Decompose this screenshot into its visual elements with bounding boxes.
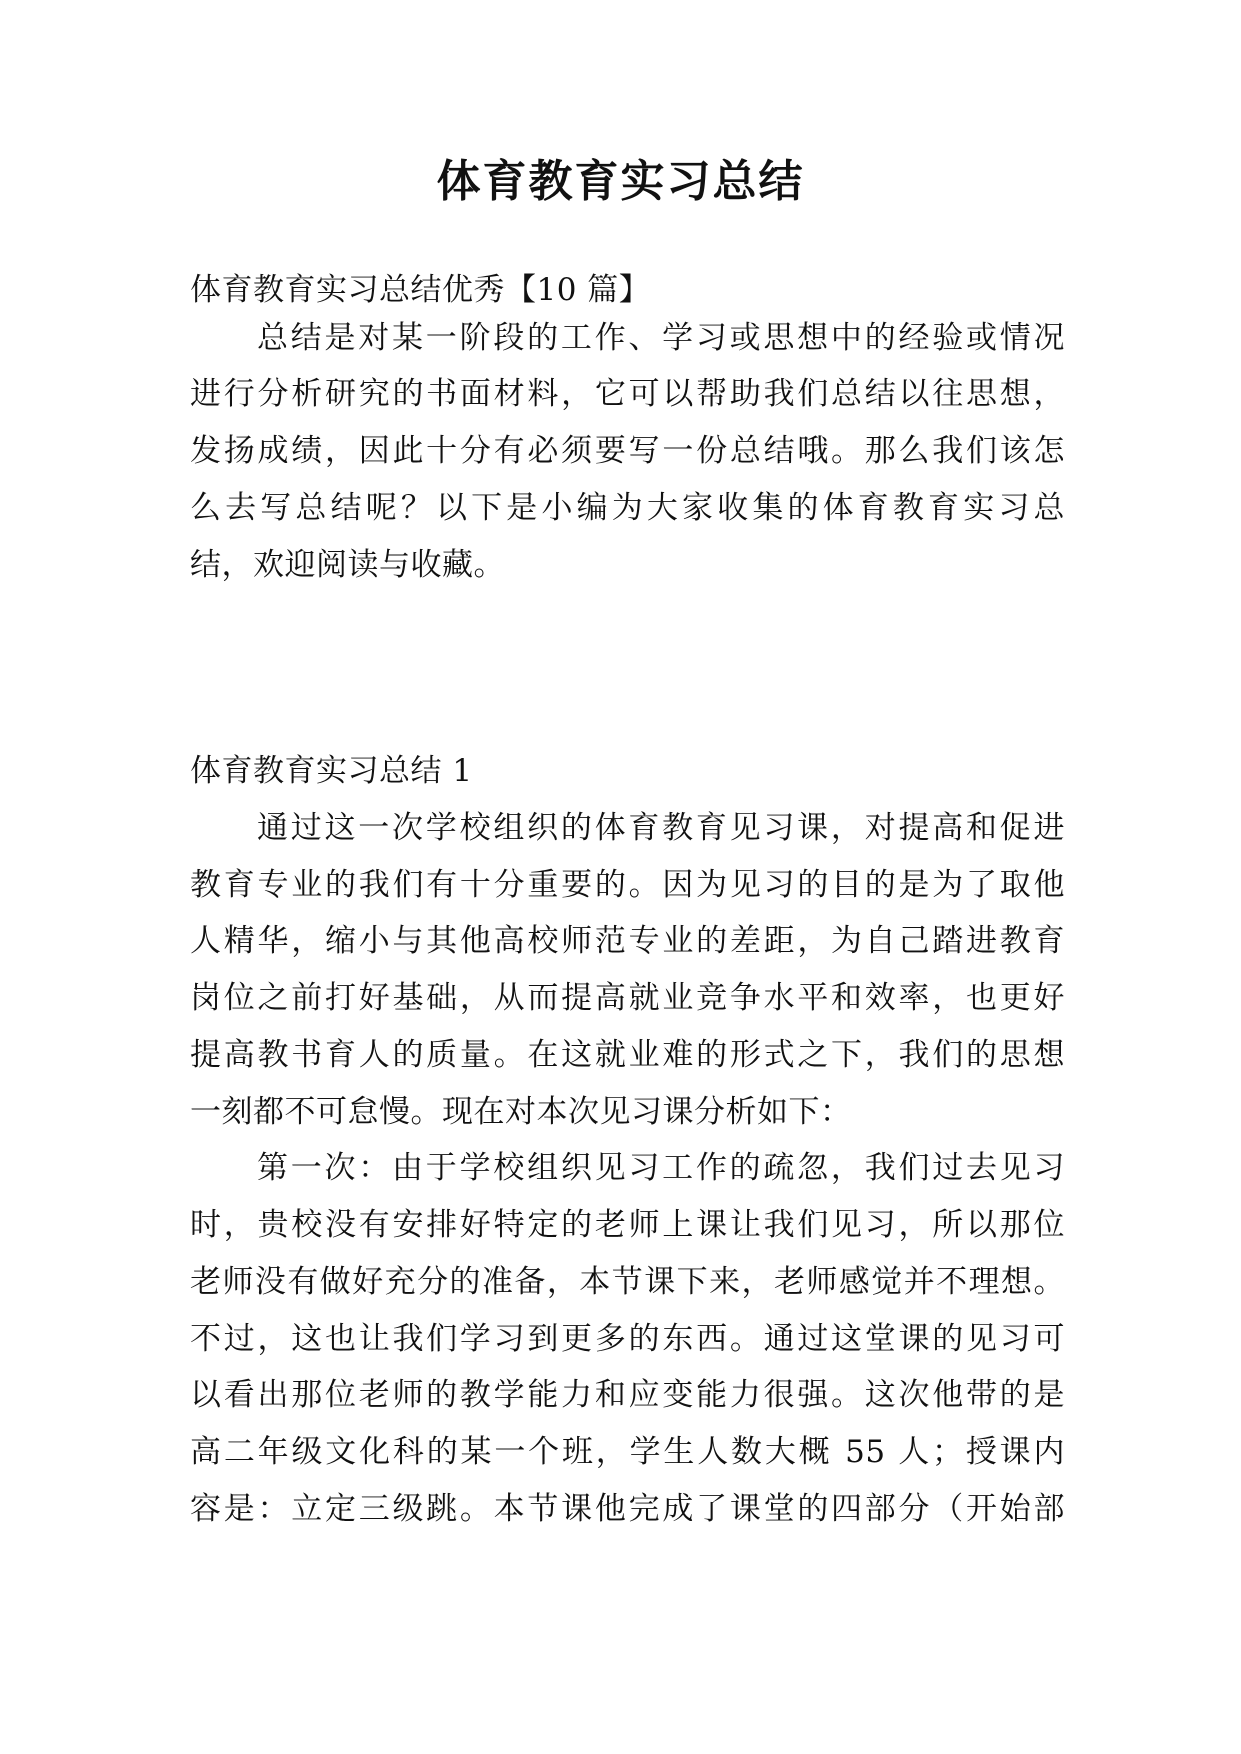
text-line: 么去写总结呢？以下是小编为大家收集的体育教育实习总 xyxy=(190,490,1065,526)
text-line: 体育教育实习总结优秀【10 篇】 xyxy=(190,272,651,308)
text-line: 不过，这也让我们学习到更多的东西。通过这堂课的见习可 xyxy=(190,1321,1065,1357)
text-line: 以看出那位老师的教学能力和应变能力很强。这次他带的是 xyxy=(190,1377,1065,1413)
text-line: 高二年级文化科的某一个班，学生人数大概 55 人；授课内 xyxy=(190,1434,1065,1470)
text-line: 教育专业的我们有十分重要的。因为见习的目的是为了取他 xyxy=(190,867,1065,903)
document-title: 体育教育实习总结 xyxy=(436,156,805,207)
text-line: 岗位之前打好基础，从而提高就业竞争水平和效率，也更好 xyxy=(190,980,1065,1016)
text-line: 老师没有做好充分的准备，本节课下来，老师感觉并不理想。 xyxy=(190,1264,1065,1300)
text-line: 第一次：由于学校组织见习工作的疏忽，我们过去见习 xyxy=(257,1150,1065,1186)
text-line: 通过这一次学校组织的体育教育见习课，对提高和促进 xyxy=(257,810,1065,846)
section-heading: 体育教育实习总结 1 xyxy=(190,753,473,789)
text-line: 结，欢迎阅读与收藏。 xyxy=(190,547,505,583)
text-line: 时，贵校没有安排好特定的老师上课让我们见习，所以那位 xyxy=(190,1207,1065,1243)
text-line: 提高教书育人的质量。在这就业难的形式之下，我们的思想 xyxy=(190,1037,1065,1073)
text-line: 人精华，缩小与其他高校师范专业的差距，为自己踏进教育 xyxy=(190,923,1065,959)
text-line: 容是：立定三级跳。本节课他完成了课堂的四部分（开始部 xyxy=(190,1491,1065,1527)
text-line: 一刻都不可怠慢。现在对本次见习课分析如下： xyxy=(190,1094,852,1130)
text-line: 总结是对某一阶段的工作、学习或思想中的经验或情况 xyxy=(257,320,1065,356)
text-line: 进行分析研究的书面材料，它可以帮助我们总结以往思想， xyxy=(190,376,1065,412)
text-line: 发扬成绩，因此十分有必须要写一份总结哦。那么我们该怎 xyxy=(190,433,1065,469)
